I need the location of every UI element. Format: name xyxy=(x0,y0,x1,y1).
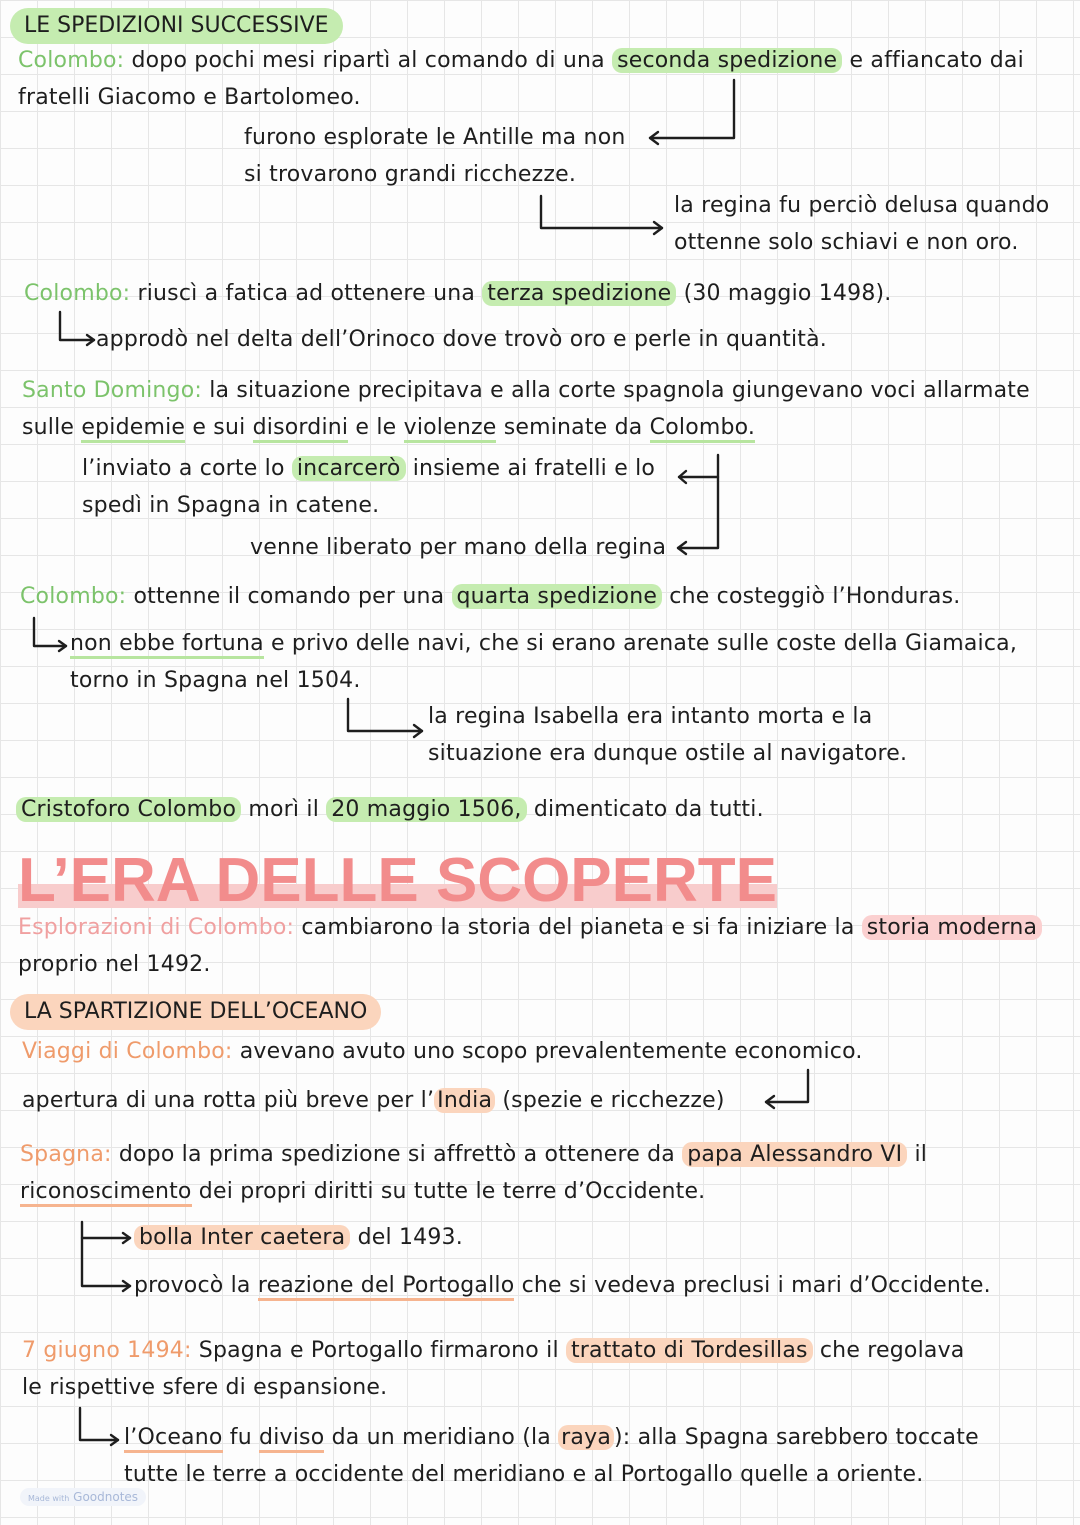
paragraph-colombo-terza: Colombo: riuscì a fatica ad ottenere una terza spedizione (30 maggio 1498). xyxy=(24,281,892,306)
label: 7 giugno 1494: xyxy=(22,1338,192,1363)
note-incarcero: l’inviato a corte lo incarcerò insieme ai fratelli e lo xyxy=(82,456,656,481)
label: Colombo: xyxy=(18,48,125,73)
note-orinoco: approdò nel delta dell’Orinoco dove trovò oro e perle in quantità. xyxy=(96,327,827,352)
paragraph-tordesillas: 7 giugno 1494: Spagna e Portogallo firmarono il trattato di Tordesillas che regolava xyxy=(22,1338,965,1363)
page-title-era-scoperte: L’ERA DELLE SCOPERTE xyxy=(18,846,778,915)
highlight: seconda spedizione xyxy=(612,48,842,73)
paragraph-santo-domingo-2: sulle epidemie e sui disordini e le violenze seminate da Colombo. xyxy=(22,415,755,441)
highlight: terza spedizione xyxy=(482,281,676,306)
arrow-seconda-antille xyxy=(650,80,734,138)
paragraph-colombo-quarta: Colombo: ottenne il comando per una quarta spedizione che costeggiò l’Honduras. xyxy=(20,584,961,609)
note-fortuna-2: torno in Spagna nel 1504. xyxy=(70,668,361,693)
note-regina-1: la regina fu perciò delusa quando xyxy=(674,193,1050,218)
highlight: Cristoforo Colombo xyxy=(16,797,241,822)
note-antille-1: furono esplorate le Antille ma non xyxy=(244,125,626,150)
label: Viaggi di Colombo: xyxy=(22,1039,233,1064)
note-rotta-india: apertura di una rotta più breve per l’ India (spezie e ricchezze) xyxy=(22,1088,725,1113)
note-incarcero-2: spedì in Spagna in catene. xyxy=(82,493,380,518)
paragraph-spagna-2: riconoscimento dei propri diritti su tutte le terre d’Occidente. xyxy=(20,1179,705,1205)
section-title-spedizioni: LE SPEDIZIONI SUCCESSIVE xyxy=(10,8,343,44)
highlight: raya xyxy=(558,1425,614,1450)
goodnotes-watermark: Made with Goodnotes xyxy=(20,1488,146,1506)
section-title-spartizione: LA SPARTIZIONE DELL’OCEANO xyxy=(10,994,381,1030)
arrow-fortuna-isabella xyxy=(348,699,422,731)
note-antille-2: si trovarono grandi ricchezze. xyxy=(244,162,577,187)
highlight: trattato di Tordesillas xyxy=(566,1338,813,1363)
highlight: quarta spedizione xyxy=(452,584,663,609)
note-fortuna: non ebbe fortuna e privo delle navi, che si erano arenate sulle coste della Giamaica, xyxy=(70,631,1017,657)
note-meridiano-2: tutte le terre a occidente del meridiano e al Portogallo quelle a oriente. xyxy=(124,1462,924,1487)
paragraph-colombo-seconda: Colombo: dopo pochi mesi ripartì al comando di una seconda spedizione e affiancato dai xyxy=(18,48,1024,73)
note-bolla: bolla Inter caetera del 1493. xyxy=(134,1225,463,1251)
note-regina-2: ottenne solo schiavi e non oro. xyxy=(674,230,1019,255)
note-meridiano: l’Oceano fu diviso da un meridiano (la raya ): alla Spagna sarebbero toccate xyxy=(124,1425,979,1451)
paragraph-santo-domingo: Santo Domingo: la situazione precipitava e alla corte spagnola giungevano voci allarmate xyxy=(22,378,1030,403)
paragraph-esplorazioni-2: proprio nel 1492. xyxy=(18,952,211,977)
label: Colombo: xyxy=(20,584,127,609)
paragraph-spagna: Spagna: dopo la prima spedizione si affrettò a ottenere da papa Alessandro VI il xyxy=(20,1142,928,1167)
arrow-bracket-liberato xyxy=(678,477,718,548)
highlight: bolla Inter caetera xyxy=(134,1225,350,1250)
label: Santo Domingo: xyxy=(22,378,202,403)
note-reazione: provocò la reazione del Portogallo che si vedeva preclusi i mari d’Occidente. xyxy=(134,1273,991,1299)
label: Colombo: xyxy=(24,281,131,306)
note-liberato: venne liberato per mano della regina xyxy=(250,535,667,560)
highlight: 20 maggio 1506, xyxy=(326,797,526,822)
arrow-antille-regina xyxy=(541,196,662,228)
paragraph-line: fratelli Giacomo e Bartolomeo. xyxy=(18,85,361,110)
paragraph-viaggi: Viaggi di Colombo: avevano avuto uno scopo prevalentemente economico. xyxy=(22,1039,863,1064)
label: Esplorazioni di Colombo: xyxy=(18,915,295,940)
highlight: incarcerò xyxy=(292,456,406,481)
highlight: India xyxy=(434,1088,495,1113)
paragraph-tordesillas-2: le rispettive sfere di espansione. xyxy=(22,1375,388,1400)
arrow-bracket-spagna xyxy=(82,1222,130,1286)
paragraph-morte-colombo: Cristoforo Colombo morì il 20 maggio 1506, dimenticato da tutti. xyxy=(16,797,764,823)
note-isabella-1: la regina Isabella era intanto morta e la xyxy=(428,704,873,729)
note-isabella-2: situazione era dunque ostile al navigatore. xyxy=(428,741,908,766)
label: Spagna: xyxy=(20,1142,112,1167)
paragraph-esplorazioni: Esplorazioni di Colombo: cambiarono la storia del pianeta e si fa iniziare la storia moderna xyxy=(18,915,1042,941)
highlight: storia moderna xyxy=(862,915,1042,940)
highlight: papa Alessandro VI xyxy=(682,1142,907,1167)
